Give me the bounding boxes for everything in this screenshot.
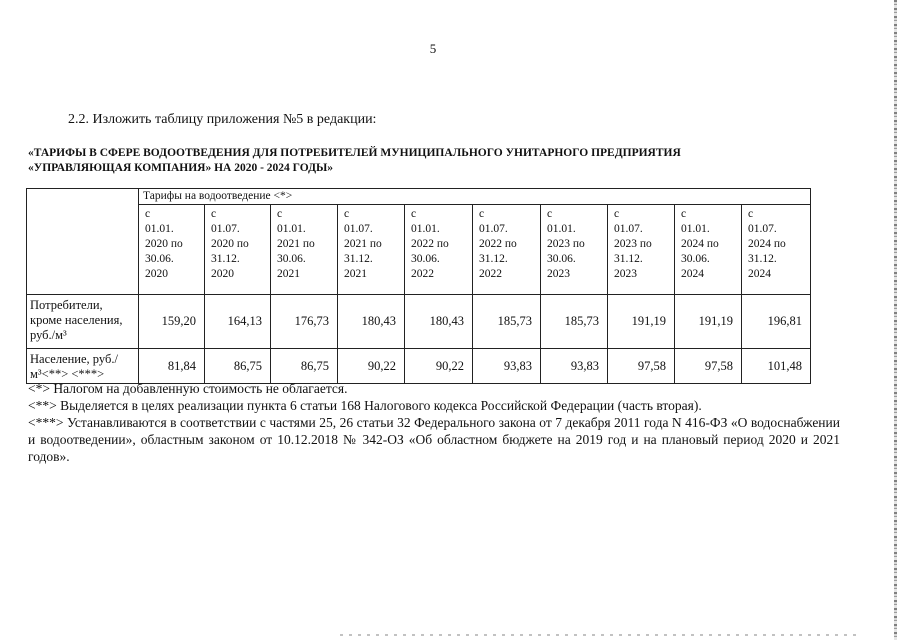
tariff-value-cell: 93,83 [473,349,541,384]
tariff-table [26,188,811,384]
tariff-value-cell: 180,43 [405,295,473,349]
tariff-value-cell: 185,73 [541,295,608,349]
period-header-cell: с 01.07. 2022 по 31.12. 2022 [473,205,541,295]
period-header-cell: с 01.01. 2021 по 30.06. 2021 [271,205,338,295]
period-header-cell: с 01.01. 2022 по 30.06. 2022 [405,205,473,295]
intro-paragraph: 2.2. Изложить таблицу приложения №5 в редакции: [68,112,377,127]
table-heading [28,146,828,176]
row-label-population: Население, руб./ м³<**> <***> [27,349,139,384]
footnote-federal-law: <***> Устанавливаются в соответствии с частями 25, 26 статьи 32 Федерального закона от 7 декабря 2011 года N 416-ФЗ «О водоснабжении и водоотведении», областным законом от 10.12.2018 № 342-ОЗ «Об областном бюджете на 2019 год и на плановый период 2020 и 2021 годов». [28,415,840,464]
scan-bottom-artifact [340,634,860,636]
tariff-value-cell: 176,73 [271,295,338,349]
period-header-cell: с 01.01. 2020 по 30.06. 2020 [139,205,205,295]
period-header-cell: с 01.07. 2024 по 31.12. 2024 [742,205,811,295]
tariff-value-cell: 191,19 [608,295,675,349]
table-row [27,295,811,349]
tariff-value-cell: 191,19 [675,295,742,349]
period-header-cell: с 01.07. 2023 по 31.12. 2023 [608,205,675,295]
footnote-tax-code: <**> Выделяется в целях реализации пункта 6 статьи 168 Налогового кодекса Российской Федерации (часть вторая). [28,398,702,413]
tariff-value-cell: 97,58 [608,349,675,384]
tariff-value-cell: 185,73 [473,295,541,349]
tariff-value-cell: 101,48 [742,349,811,384]
tariff-value-cell: 81,84 [139,349,205,384]
tariff-value-cell: 86,75 [271,349,338,384]
table-heading-line-1: «ТАРИФЫ В СФЕРЕ ВОДООТВЕДЕНИЯ ДЛЯ ПОТРЕБИТЕЛЕЙ МУНИЦИПАЛЬНОГО УНИТАРНОГО ПРЕДПРИЯТИЯ [28,147,681,159]
page-number: 5 [429,41,437,56]
period-header-row [27,205,811,295]
tariff-group-header: Тарифы на водоотведение <*> [139,189,811,205]
tariff-value-cell: 86,75 [205,349,271,384]
row-label-consumers: Потребители, кроме населения, руб./м³ [27,295,139,349]
tariff-value-cell: 90,22 [405,349,473,384]
row-header-corner-cell [27,189,139,295]
period-header-cell: с 01.01. 2024 по 30.06. 2024 [675,205,742,295]
tariff-value-cell: 159,20 [139,295,205,349]
tariff-value-cell: 196,81 [742,295,811,349]
tariff-value-cell: 90,22 [338,349,405,384]
tariff-value-cell: 97,58 [675,349,742,384]
footnotes [28,380,840,465]
period-header-cell: с 01.01. 2023 по 30.06. 2023 [541,205,608,295]
tariff-value-cell: 93,83 [541,349,608,384]
tariff-value-cell: 164,13 [205,295,271,349]
table-heading-line-2: «УПРАВЛЯЮЩАЯ КОМПАНИЯ» НА 2020 - 2024 ГОДЫ» [28,162,334,174]
footnote-vat: <*> Налогом на добавленную стоимость не облагается. [28,381,348,396]
period-header-cell: с 01.07. 2021 по 31.12. 2021 [338,205,405,295]
table-header-row [27,189,811,205]
tariff-value-cell: 180,43 [338,295,405,349]
period-header-cell: с 01.07. 2020 по 31.12. 2020 [205,205,271,295]
scan-edge-artifact [894,0,897,640]
table-row [27,349,811,384]
